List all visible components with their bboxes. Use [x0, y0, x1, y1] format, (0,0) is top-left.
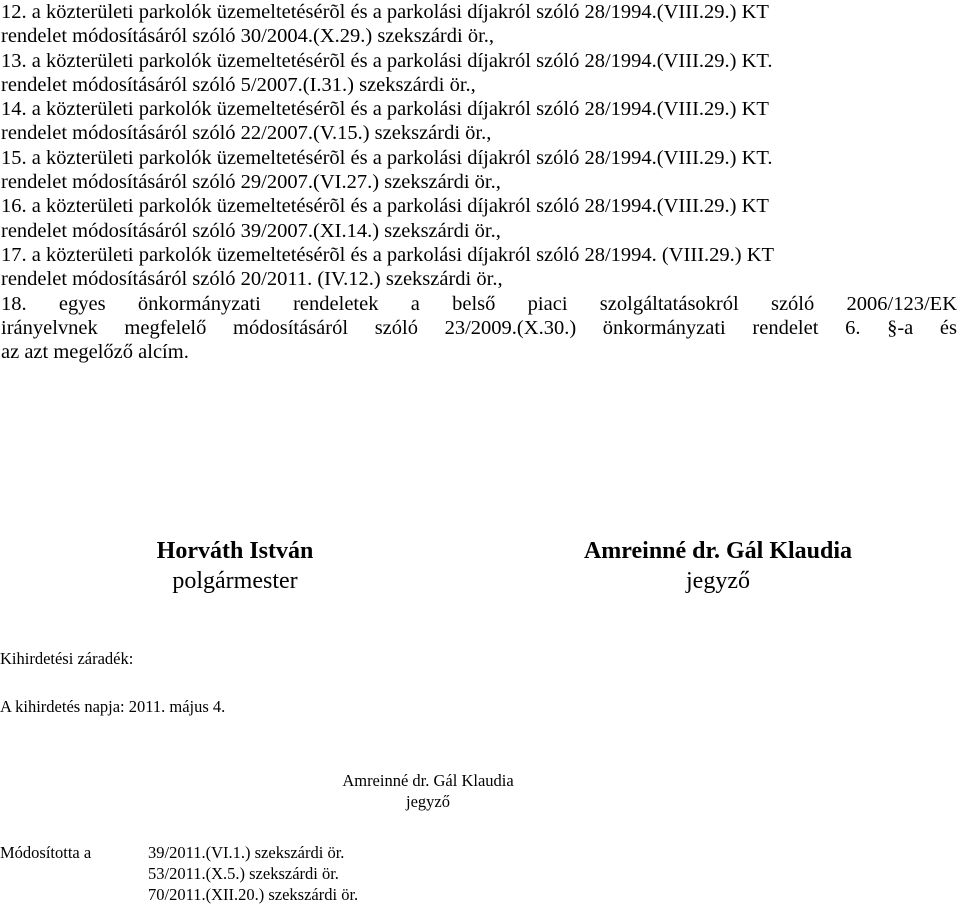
amendment-entry: 39/2011.(VI.1.) szekszárdi ör. — [148, 843, 345, 862]
list-item-line: rendelet módosításáról szóló 5/2007.(I.31.) szekszárdi ör., — [1, 73, 476, 96]
signer-name: Horváth István — [156, 538, 314, 564]
list-item-line: 15. a közterületi parkolók üzemeltetésérõl és a parkolási díjakról szóló 28/1994.(VIII.29.) KT. — [1, 146, 773, 169]
list-item-18-line-2: irányelvnek megfelelő módosításáról szóló 23/2009.(X.30.) önkormányzati rendelet 6. §-a és — [1, 316, 957, 339]
announcement-signer-name: Amreinné dr. Gál Klaudia — [342, 771, 514, 790]
list-item-line: rendelet módosításáról szóló 20/2011. (IV.12.) szekszárdi ör., — [1, 268, 503, 291]
announcement-date: A kihirdetés napja: 2011. május 4. — [0, 697, 226, 716]
regulation-list — [1, 0, 957, 364]
signer-role: jegyző — [686, 568, 750, 594]
announcement-signer-role: jegyző — [406, 792, 450, 811]
list-item-18-line-1: 18. egyes önkormányzati rendeletek a belső piaci szolgáltatásokról szóló 2006/123/EK — [1, 292, 957, 315]
list-item-line: 12. a közterületi parkolók üzemeltetésérõl és a parkolási díjakról szóló 28/1994.(VIII.29.) KT — [1, 1, 769, 23]
announcement-heading: Kihirdetési záradék: — [0, 649, 134, 668]
list-item-line: 14. a közterületi parkolók üzemeltetésérõl és a parkolási díjakról szóló 28/1994.(VIII.29.) KT — [1, 98, 769, 121]
list-item-line: 17. a közterületi parkolók üzemeltetésérõl és a parkolási díjakról szóló 28/1994. (VIII.29.) KT — [1, 243, 775, 266]
signature-block-notary — [548, 536, 888, 596]
list-item-line: 16. a közterületi parkolók üzemeltetésérõl és a parkolási díjakról szóló 28/1994.(VIII.29.) KT — [1, 195, 769, 218]
amendments-list — [148, 842, 358, 905]
amendments-label: Módosította a — [0, 843, 92, 862]
list-item-line: rendelet módosításáról szóló 30/2004.(X.29.) szekszárdi ör., — [1, 25, 495, 48]
list-item-line: rendelet módosításáról szóló 29/2007.(VI.27.) szekszárdi ör., — [1, 171, 501, 194]
amendment-entry: 70/2011.(XII.20.) szekszárdi ör. — [148, 885, 359, 904]
signature-block-mayor — [110, 536, 360, 596]
amendment-entry: 53/2011.(X.5.) szekszárdi ör. — [148, 864, 339, 883]
list-item-line: rendelet módosításáról szóló 39/2007.(XI.14.) szekszárdi ör., — [1, 219, 501, 242]
signer-name: Amreinné dr. Gál Klaudia — [583, 538, 853, 564]
list-item-18-line-3: az azt megelőző alcím. — [1, 341, 189, 364]
list-item-line: 13. a közterületi parkolók üzemeltetésérõl és a parkolási díjakról szóló 28/1994.(VIII.29.) KT. — [1, 49, 773, 72]
announcement-signer — [318, 770, 538, 812]
signer-role: polgármester — [172, 568, 298, 594]
list-item-line: rendelet módosításáról szóló 22/2007.(V.15.) szekszárdi ör., — [1, 122, 492, 145]
